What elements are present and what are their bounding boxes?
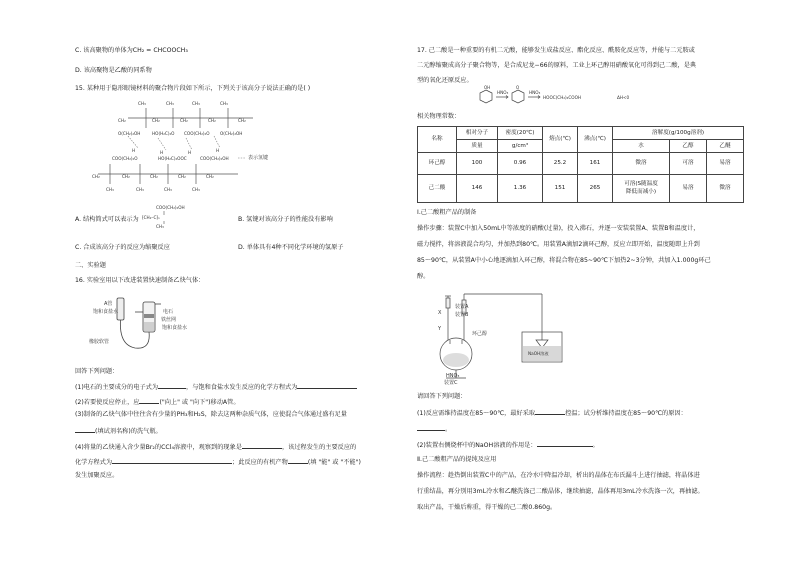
reagent-hno3-2: HNO₃ — [529, 90, 541, 95]
table-cell: 微溶 — [707, 175, 744, 203]
header-density-line1: 密度(20℃) — [498, 127, 543, 140]
answer-blank[interactable] — [158, 382, 186, 389]
svg-text:COO(CH₂)₂O: COO(CH₂)₂O — [184, 131, 210, 136]
question-17-line-3: 型的氧化还原反应。 — [417, 77, 473, 84]
option-15c: C. 合成该高分子的反应为缩聚反应 — [75, 244, 170, 251]
svg-text:CH₃: CH₃ — [166, 101, 174, 106]
water-solubility-line1: 可溶(S随温度 — [624, 180, 658, 187]
answer-blank[interactable] — [139, 397, 159, 404]
table-cell: 易溶 — [670, 175, 707, 203]
option-c-line: C. 该高聚物的单体为CH₂ = CHCOOCH₃ — [75, 47, 188, 54]
svg-text:CH₂: CH₂ — [208, 118, 216, 123]
answer-blank[interactable] — [537, 440, 593, 447]
header-solubility: 溶解度(g/100g溶剂) — [613, 127, 744, 140]
question-16: 16. 实验室用以下改进装置快速制备乙炔气体： — [75, 277, 205, 284]
label-saltwater-left: 饱和食盐水 — [93, 309, 119, 315]
answer-blank[interactable] — [417, 424, 445, 431]
part-2-title: Ⅱ.己二酸粗产品的提纯及应用 — [417, 456, 497, 463]
option-15a: A. 结构简式可以表示为 — [75, 216, 139, 223]
table-cell: 0.96 — [498, 153, 543, 175]
svg-text:H: H — [188, 150, 192, 155]
svg-text:H: H — [160, 150, 164, 155]
enthalpy-label: ΔH<0 — [617, 95, 630, 100]
table-row — [418, 153, 744, 175]
label-cyclohexanol: 环己醇 — [472, 331, 488, 337]
label-a-tube: A管 — [104, 301, 113, 307]
table-cell — [613, 175, 670, 203]
label-rubber-tube: 橡胶软管 — [89, 339, 110, 345]
physical-constants-table — [417, 126, 744, 203]
svg-text:⁅CH₂–C⁆ₙ: ⁅CH₂–C⁆ₙ — [142, 215, 160, 220]
header-bp: 沸点(℃) — [578, 127, 613, 153]
table-cell: 161 — [578, 153, 613, 175]
header-ethanol: 乙醇 — [670, 140, 707, 153]
question-16-2 — [75, 397, 240, 407]
question-17-line-1: 17. 己二酸是一种重要的有机二元酸，能够发生成盐反应、酯化反应、酰胺化反应等，并能与二元胺或 — [417, 47, 695, 54]
polymer-structure-figure — [88, 96, 288, 198]
label-y: Y — [438, 326, 442, 332]
table-cell: 146 — [457, 175, 498, 203]
question-16-4 — [75, 442, 356, 452]
table-cell: 微溶 — [613, 153, 670, 175]
svg-text:CH₂: CH₂ — [122, 174, 130, 179]
q17-1-part1: (1)反应需维持温度在85～90℃，最好采取 — [417, 410, 536, 417]
table-cell: 环己醇 — [418, 153, 457, 175]
answer-blank[interactable] — [288, 457, 308, 464]
table-cell: 己二酸 — [418, 175, 457, 203]
table-cell: 25.2 — [543, 153, 578, 175]
label-iron-mesh: 铁丝网 — [161, 317, 177, 323]
reaction-apparatus-figure — [420, 290, 580, 382]
q16-4-part4: ；此反应的有机产物 — [232, 459, 288, 466]
svg-text:CH₃: CH₃ — [106, 187, 114, 192]
svg-text:HO(H₂C)₂O: HO(H₂C)₂O — [152, 131, 175, 136]
question-16-4-cont — [75, 457, 361, 467]
answer-blank[interactable] — [535, 408, 565, 415]
svg-text:O(CH₂)₂OH: O(CH₂)₂OH — [220, 131, 243, 136]
procedure-line-2: 磁力搅拌，将溶液混合均匀，并加热到80℃。用装置A滴加2滴环己醇，反应立即开始，温度随即上升到 — [417, 241, 700, 248]
answer-intro-right: 请回答下列问题： — [417, 393, 467, 400]
table-cell: 151 — [543, 175, 578, 203]
q16-1-part1: (1)电石的主要成分的电子式为 — [75, 384, 159, 391]
table-cell: 265 — [578, 175, 613, 203]
svg-text:CH₃: CH₃ — [192, 101, 200, 106]
question-15: 15. 某种用于隐形眼镜材料的聚合物片段如下所示，下列关于该高分子说法正确的是( ) — [75, 85, 311, 92]
water-solubility-line2: 降低而减小) — [625, 188, 657, 195]
table-cell: 可溶 — [670, 153, 707, 175]
svg-text:CH₃: CH₃ — [192, 187, 200, 192]
q16-4-part3: 化学方程式为 — [75, 459, 113, 466]
header-density-line2: g/cm³ — [498, 140, 543, 153]
label-device-b: 装置B — [455, 312, 469, 318]
label-calcium-carbide: 电石 — [163, 309, 174, 315]
q16-4-part5: (填 "能" 或 "不能") — [307, 459, 361, 466]
svg-text:CH₂: CH₂ — [118, 118, 126, 123]
option-d-line: D. 该高聚物是乙酸的同系物 — [75, 67, 152, 74]
q16-4-part2: ，该过程发生的主要反应的 — [282, 444, 357, 451]
svg-text:CH₂: CH₂ — [178, 174, 186, 179]
label-hno3: HNO₃ — [446, 373, 460, 379]
label-x: X — [438, 310, 442, 316]
option-a-structure — [140, 203, 200, 229]
svg-text:CH₂: CH₂ — [152, 118, 160, 123]
answer-intro-left: 回答下列问题： — [75, 368, 119, 375]
table-cell: 1.36 — [498, 175, 543, 203]
procedure-line-1: 操作步骤：装置C中加入50mL中等浓度的硝酸(过量)，投入沸石，并逐一安装装置A、装置B和温度计， — [417, 225, 700, 232]
svg-text:CH₂: CH₂ — [92, 174, 100, 179]
q16-3-part1: (3)制备的乙炔气体中往往含有少量的PH₃和H₂S，除去这两种杂质气体，应使混合气体通过盛有足量 — [75, 411, 347, 418]
svg-text:H: H — [216, 148, 220, 153]
header-mw-line2: 质量 — [457, 140, 498, 153]
question-16-4-end: 发生加聚反应。 — [75, 472, 119, 479]
procedure-line-4: 醇。 — [417, 273, 430, 280]
answer-blank[interactable] — [297, 382, 357, 389]
q16-2-part1: (2)若要使反应停止，应 — [75, 399, 140, 406]
svg-text:CH₂: CH₂ — [150, 174, 158, 179]
q17-2-part1: (2)装置右侧烧杯中的NaOH溶液的作用是： — [417, 442, 537, 449]
purification-line-3: 取出产品，干燥后称重，得干燥的己二酸0.860g。 — [417, 504, 557, 511]
svg-text:O(CH₂)₂OH: O(CH₂)₂OH — [118, 131, 141, 136]
svg-text:O: O — [516, 85, 520, 90]
question-17-1-cont: 。 — [417, 424, 451, 434]
part-1-title: Ⅰ.己二酸粗产品的制备 — [417, 209, 477, 216]
table-row — [418, 175, 744, 203]
q16-1-part2: ，与饱和食盐水发生反应的化学方程式为 — [186, 384, 298, 391]
answer-blank[interactable] — [112, 457, 232, 464]
hbond-label: 表示氢键 — [248, 155, 269, 161]
svg-text:H: H — [132, 148, 136, 153]
option-15b: B. 氢键对该高分子的性能没有影响 — [238, 216, 333, 223]
q16-4-part1: (4)将量的乙炔通入含少量Br₂的CCl₄溶液中，观察到的现象是 — [75, 444, 242, 451]
label-saltwater-right: 饱和食盐水 — [162, 325, 188, 331]
svg-text:CH₂: CH₂ — [180, 118, 188, 123]
header-water: 水 — [613, 140, 670, 153]
reagent-hno3-1: HNO₃ — [497, 90, 509, 95]
q16-2-part2: ("向上" 或 "向下")移动A管。 — [159, 399, 240, 406]
header-name: 名称 — [418, 127, 457, 153]
answer-blank[interactable] — [242, 442, 282, 449]
question-17-line-2: 二元醇缩聚成高分子聚合物等，是合成尼龙−66的原料，工业上环己醇用硝酸氧化可得到己二酸，是典 — [417, 62, 697, 69]
option-15d: D. 单体具有4种不同化学环境的氢原子 — [238, 244, 344, 251]
svg-text:CH₂: CH₂ — [238, 118, 246, 123]
question-16-1 — [75, 382, 357, 392]
header-mp: 熔点(℃) — [543, 127, 578, 153]
svg-text:CH₃: CH₃ — [138, 101, 146, 106]
q16-3-part2: (填试剂名称)的洗气瓶。 — [95, 428, 162, 435]
label-device-a: 装置A — [455, 304, 469, 310]
label-device-c: 装置C — [444, 380, 458, 386]
svg-text:COO(CH₂)₂OH: COO(CH₂)₂OH — [156, 205, 185, 210]
svg-text:CH₂: CH₂ — [206, 174, 214, 179]
table-cell: 100 — [457, 153, 498, 175]
table-title: 相关物理常数： — [417, 113, 461, 120]
header-ether: 乙醚 — [707, 140, 744, 153]
svg-text:COO(CH₂)₂OH: COO(CH₂)₂OH — [200, 156, 229, 161]
question-17-1 — [417, 408, 687, 418]
svg-text:CH₃: CH₃ — [156, 224, 164, 229]
svg-text:OH: OH — [484, 85, 491, 90]
purification-line-1: 操作流程：趁热倒出装置C中的产品，在冷水中降温冷却，析出的晶体在布氏漏斗上进行抽滤，将晶体进 — [417, 472, 700, 479]
label-naoh-solution: NaOH溶液 — [528, 351, 549, 356]
svg-text:CH₃: CH₃ — [164, 187, 172, 192]
table-cell: 易溶 — [707, 153, 744, 175]
svg-text:CH₃: CH₃ — [220, 101, 228, 106]
question-17-2: (2)装置右侧烧杯中的NaOH溶液的作用是： 。 — [417, 442, 599, 449]
section-title-experiment: 二、实验题 — [75, 262, 106, 269]
svg-text:CH₃: CH₃ — [136, 187, 144, 192]
header-mw-line1: 相对分子 — [457, 127, 498, 140]
question-16-3-cont — [75, 426, 162, 436]
question-16-3 — [75, 411, 347, 419]
purification-line-2: 行重结晶，再分别用3mL冷水和乙醚洗涤己二酸晶体，继续抽滤，晶体再用3mL冷水洗涤一次，再抽滤。 — [417, 488, 704, 495]
product-adipic-acid: HOOC(CH₂)₄COOH — [543, 95, 582, 100]
svg-text:HO(H₂C)₂OOC: HO(H₂C)₂OOC — [158, 156, 187, 161]
procedure-line-3: 85～90℃，从装置A中小心地逐滴加入环己醇，将混合物在85~90℃下加热2~3分钟，共加入1.000g环己 — [417, 257, 711, 264]
svg-text:COO(CH₂)₂O: COO(CH₂)₂O — [112, 156, 138, 161]
answer-blank[interactable] — [75, 426, 95, 433]
q17-1-part2: 控温；试分析维持温度在85～90℃的原因： — [565, 410, 687, 417]
